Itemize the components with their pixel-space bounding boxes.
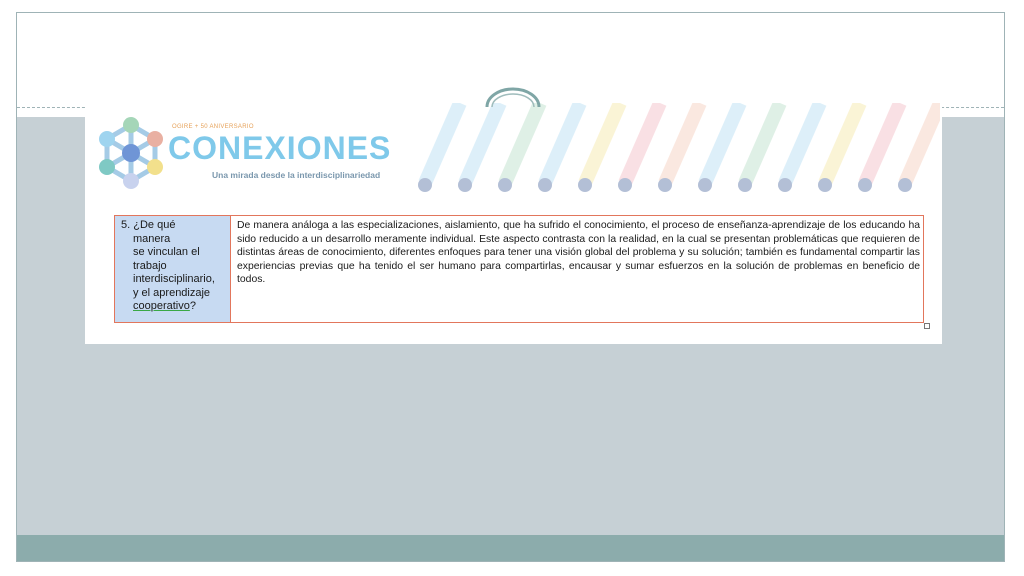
conexiones-logo [91,109,391,189]
question-last-line [121,300,227,314]
question-line: y el aprendizaje [133,286,211,299]
spellcheck-underlined-word: cooperativo [133,300,190,312]
notebook-rings-decoration [405,103,940,195]
question-answer-table[interactable] [114,215,924,323]
question-line: interdisciplinario, [133,273,215,285]
logo-tagline: OGIRE + 50 ANIVERSARIO [172,124,254,130]
question-number: 5. [121,219,131,231]
logo-wordmark: CONEXIONES [168,130,392,166]
hexagon-network-icon [91,113,171,193]
ring-arch-icon [483,85,543,109]
content-card [85,103,942,344]
table-resize-handle[interactable] [924,323,930,329]
question-mark: ? [189,300,196,312]
question-line: se vinculan el [133,246,200,258]
question-line: manera [133,232,171,245]
question-line: ¿De qué [133,219,176,231]
slide [16,12,1005,562]
footer-band [17,535,1004,561]
question-line: trabajo [133,259,167,272]
answer-cell[interactable]: De manera análoga a las especializaciones, aislamiento, que ha sufrido el conocimiento, el proceso de enseñanza-aprendizaje de los educando ha sido reducido a un desarrollo meramente individual. Este aspecto contrasta con la realidad, en la cual se presentan problemáticas que requieren de distintas áreas de conocimiento, diferentes enfoques para tener una visión global del problema y su solución; también es fundamental compartir las experiencias previas que ha tenido el ser humano para compartirlas, encausar y sumar esfuerzos en la solución de problemas en beneficio de todos. [237,220,920,285]
question-cell[interactable] [115,216,231,322]
logo-subtitle: Una mirada desde la interdisciplinariedad [212,170,381,180]
question-first-line [121,219,227,233]
